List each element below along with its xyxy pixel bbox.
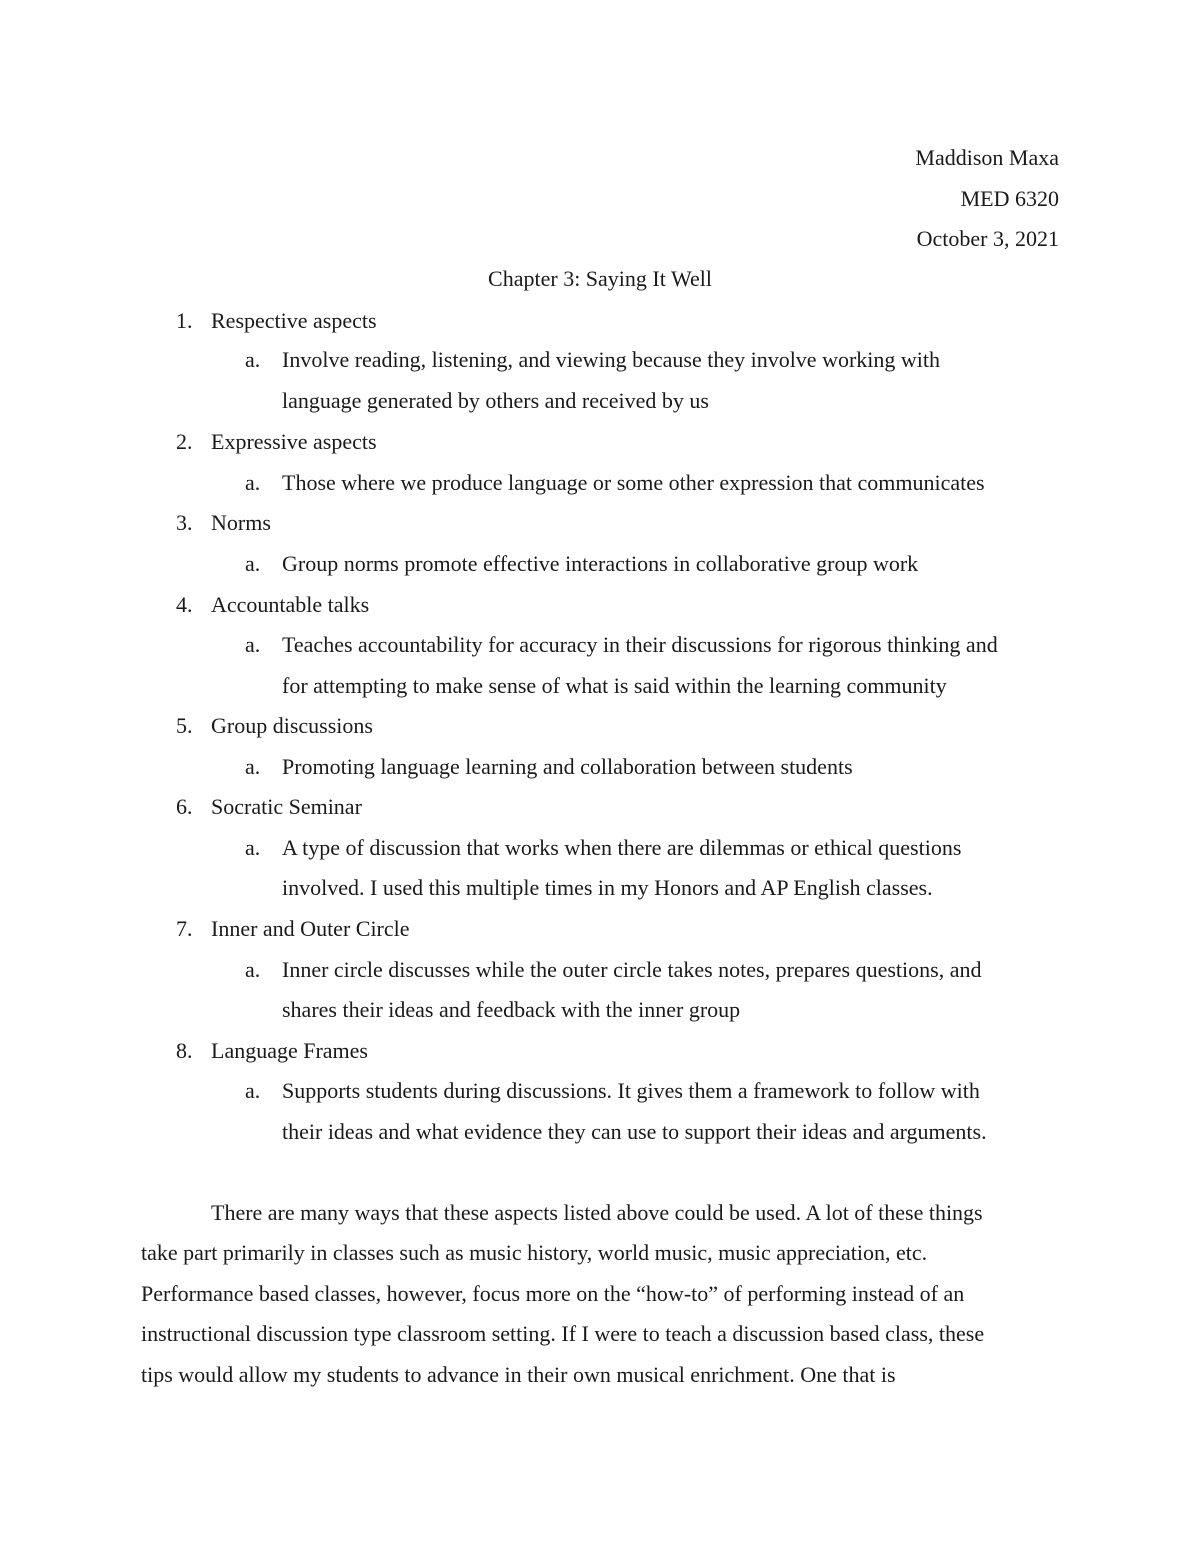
- outline-sub-letter: a.: [245, 632, 261, 657]
- outline-sub-text: shares their ideas and feedback with the inner group: [282, 997, 741, 1022]
- outline-heading: Socratic Seminar: [211, 794, 362, 819]
- outline-heading: Language Frames: [211, 1038, 368, 1063]
- outline-sub-text: Teaches accountability for accuracy in their discussions for rigorous thinking and: [282, 632, 998, 657]
- outline-sub-text: Involve reading, listening, and viewing because they involve working with: [282, 347, 941, 372]
- document-date: October 3, 2021: [916, 226, 1059, 251]
- outline-sub-letter: a.: [245, 551, 261, 576]
- outline-heading: Norms: [211, 510, 271, 535]
- outline-sub-text: for attempting to make sense of what is said within the learning community: [282, 673, 947, 698]
- outline-sub-text: Those where we produce language or some other expression that communicates: [282, 470, 985, 495]
- outline-sub-text: Supports students during discussions. It gives them a framework to follow with: [282, 1078, 980, 1103]
- outline-number: 5.: [176, 713, 193, 738]
- outline-number: 4.: [176, 592, 193, 617]
- outline-sub-text: Group norms promote effective interactions in collaborative group work: [282, 551, 919, 576]
- outline-number: 6.: [176, 794, 193, 819]
- document-title: Chapter 3: Saying It Well: [488, 266, 712, 291]
- paragraph-line: Performance based classes, however, focus more on the “how-to” of performing instead of an: [141, 1281, 965, 1306]
- course-code: MED 6320: [960, 186, 1059, 211]
- paragraph-line: tips would allow my students to advance in their own musical enrichment. One that is: [141, 1362, 896, 1387]
- outline-sub-letter: a.: [245, 1078, 261, 1103]
- paragraph-line: take part primarily in classes such as music history, world music, music appreciation, etc.: [141, 1240, 928, 1265]
- paragraph-line: There are many ways that these aspects listed above could be used. A lot of these things: [211, 1200, 983, 1225]
- outline-heading: Respective aspects: [211, 308, 377, 333]
- paragraph-line: instructional discussion type classroom setting. If I were to teach a discussion based class, these: [141, 1321, 985, 1346]
- outline-number: 3.: [176, 510, 193, 535]
- outline-number: 8.: [176, 1038, 193, 1063]
- outline-heading: Expressive aspects: [211, 429, 377, 454]
- outline-sub-text: A type of discussion that works when there are dilemmas or ethical questions: [282, 835, 962, 860]
- outline-sub-letter: a.: [245, 754, 261, 779]
- outline-number: 7.: [176, 916, 193, 941]
- outline-number: 1.: [176, 308, 193, 333]
- outline-heading: Inner and Outer Circle: [211, 916, 410, 941]
- outline-sub-text: involved. I used this multiple times in my Honors and AP English classes.: [282, 875, 933, 900]
- outline-heading: Accountable talks: [211, 592, 370, 617]
- author-name: Maddison Maxa: [915, 145, 1059, 170]
- outline-sub-letter: a.: [245, 957, 261, 982]
- outline-sub-letter: a.: [245, 835, 261, 860]
- outline-sub-text: their ideas and what evidence they can use to support their ideas and arguments.: [282, 1119, 987, 1144]
- outline-sub-letter: a.: [245, 347, 261, 372]
- outline-sub-text: Inner circle discusses while the outer circle takes notes, prepares questions, and: [282, 957, 982, 982]
- outline-number: 2.: [176, 429, 193, 454]
- outline-sub-text: Promoting language learning and collaboration between students: [282, 754, 853, 779]
- outline-sub-letter: a.: [245, 470, 261, 495]
- outline-heading: Group discussions: [211, 713, 373, 738]
- outline-sub-text: language generated by others and received by us: [282, 388, 709, 413]
